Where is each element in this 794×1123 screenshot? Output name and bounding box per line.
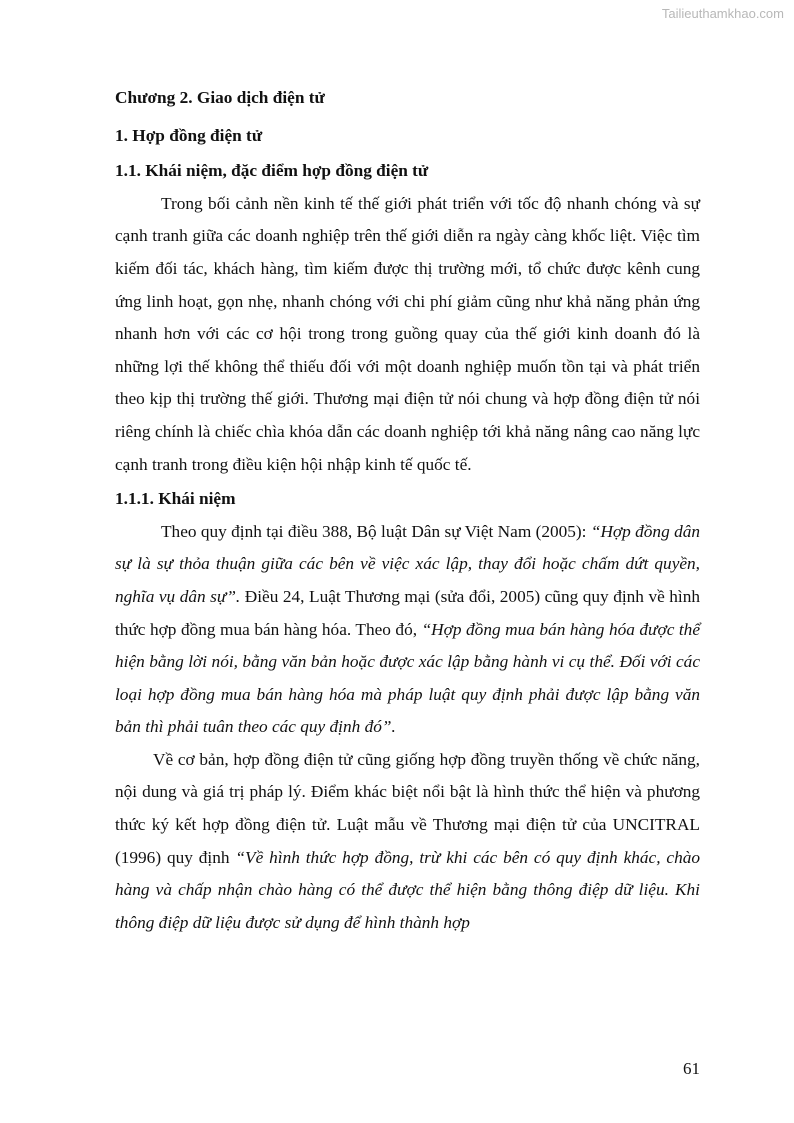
paragraph-3-quote-uncitral: “Về hình thức hợp đồng, trừ khi các bên có quy định khác, chào hàng và chấp nhận chào hàng có thể được thể hiện bằng thông điệp dữ liệu. Khi thông điệp dữ liệu được sử dụng để hình thành hợp [115, 847, 700, 932]
section-heading-1-1: 1.1. Khái niệm, đặc điểm hợp đồng điện tử [115, 161, 429, 181]
paragraph-2-quote-commercial-law: “Hợp đồng mua bán hàng hóa được thể hiện bằng lời nói, bằng văn bản hoặc được xác lập bằng hành vi cụ thể. Đối với các loại hợp đồng mua bán hàng hóa mà pháp luật quy định phải được lập bằng văn bản thì phải tuân theo các quy định đó”. [115, 619, 700, 737]
paragraph-2-quote-civil-code: “Hợp đồng dân sự là sự thỏa thuận giữa các bên về việc xác lập, thay đổi hoặc chấm dứt quyền, nghĩa vụ dân sự”. [115, 521, 700, 606]
paragraph-3-text-a: Về cơ bản, hợp đồng điện tử cũng giống hợp đồng truyền thống về chức năng, nội dung và giá trị pháp lý. Điểm khác biệt nổi bật là hình thức thể hiện và phương thức ký kết hợp đồng điện tử. Luật mẫu về Thương mại điện tử của UNCITRAL (1996) quy định [115, 749, 700, 867]
paragraph-3 [115, 744, 700, 940]
page-number: 61 [683, 1059, 700, 1078]
paragraph-1: Trong bối cảnh nền kinh tế thế giới phát triển với tốc độ nhanh chóng và sự cạnh tranh giữa các doanh nghiệp trên thế giới diễn ra ngày càng khốc liệt. Việc tìm kiếm đối tác, khách hàng, tìm kiếm được thị trường mới, tổ chức được kênh cung ứng linh hoạt, gọn nhẹ, nhanh chóng với chi phí giảm cũng như khả năng phản ứng nhanh hơn với các cơ hội trong trong guồng quay của thế giới kinh doanh đó là những lợi thế không thể thiếu đối với một doanh nghiệp muốn tồn tại và phát triển theo kịp thị trường thế giới. Thương mại điện tử nói chung và hợp đồng điện tử nói riêng chính là chiếc chìa khóa dẫn các doanh nghiệp tới khả năng nâng cao năng lực cạnh tranh trong điều kiện hội nhập kinh tế quốc tế. [115, 193, 700, 474]
chapter-heading: Chương 2. Giao dịch điện tử [115, 88, 325, 107]
section-heading-1: 1. Hợp đồng điện tử [115, 125, 263, 145]
document-body [115, 82, 700, 939]
paragraph-2-text-a: Theo quy định tại điều 388, Bộ luật Dân sự Việt Nam (2005): [161, 521, 591, 541]
section-heading-1-1-1: 1.1.1. Khái niệm [115, 489, 236, 509]
watermark-text: Tailieuthamkhao.com [661, 6, 784, 21]
paragraph-2-text-c: Điều 24, Luật Thương mại (sửa đổi, 2005) cũng quy định về hình thức hợp đồng mua bán hàng hóa. Theo đó, [115, 586, 700, 639]
paragraph-2 [115, 516, 700, 744]
